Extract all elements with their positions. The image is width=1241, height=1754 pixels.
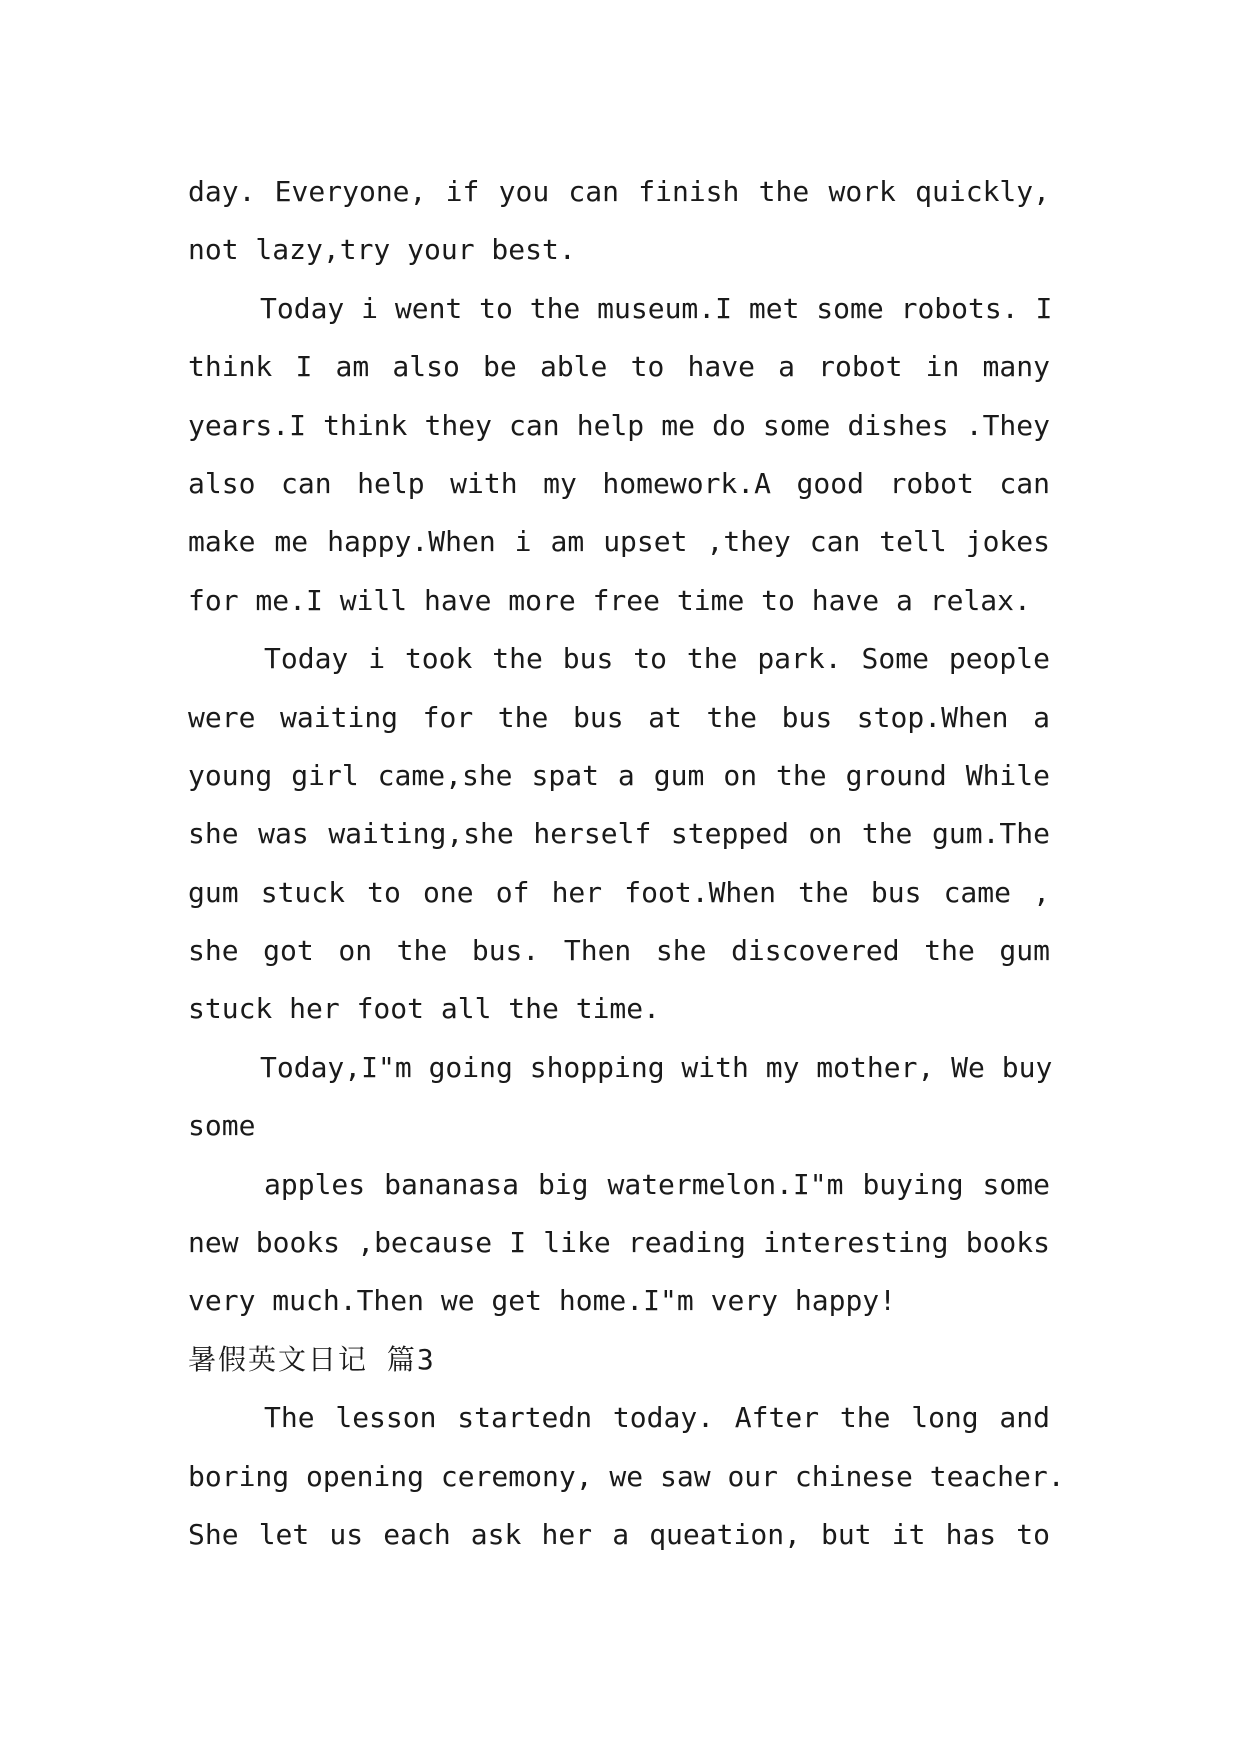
- paragraph-6-line-2: boring opening ceremony, we saw our chinese teacher.: [188, 1459, 1065, 1493]
- paragraph-1-line-2: not lazy,try your best.: [188, 233, 576, 267]
- paragraph-2-line-2: think I am also be able to have a robot in many: [188, 350, 1050, 384]
- paragraph-5-line-2: new books ,because I like reading interesting books: [188, 1226, 1050, 1260]
- paragraph-6-line-1: The lesson startedn today. After the long and: [264, 1401, 1050, 1435]
- paragraph-5-line-3: very much.Then we get home.I"m very happy!: [188, 1284, 897, 1318]
- paragraph-2-line-6: for me.I will have more free time to have a relax.: [188, 583, 1031, 617]
- paragraph-3-line-2: were waiting for the bus at the bus stop.When a: [188, 700, 1050, 734]
- paragraph-2-line-5: make me happy.When i am upset ,they can tell jokes: [188, 525, 1050, 559]
- paragraph-2-line-4: also can help with my homework.A good robot can: [188, 466, 1050, 500]
- paragraph-4-line-2: some: [188, 1109, 256, 1143]
- section-heading: 暑假英文日记 篇3: [188, 1342, 436, 1376]
- paragraph-3-line-4: she was waiting,she herself stepped on the gum.The: [188, 817, 1050, 851]
- paragraph-4-line-1: Today,I"m going shopping with my mother, We buy: [260, 1050, 1053, 1084]
- paragraph-2-line-1: Today i went to the museum.I met some robots. I: [260, 291, 1053, 325]
- paragraph-5-line-1: apples bananasa big watermelon.I"m buying some: [264, 1167, 1050, 1201]
- paragraph-6-line-3: She let us each ask her a queation, but it has to: [188, 1517, 1050, 1551]
- paragraph-3-line-5: gum stuck to one of her foot.When the bus came ,: [188, 875, 1050, 909]
- paragraph-3-line-1: Today i took the bus to the park. Some people: [264, 642, 1050, 676]
- paragraph-2-line-3: years.I think they can help me do some dishes .They: [188, 408, 1050, 442]
- paragraph-3-line-3: young girl came,she spat a gum on the ground While: [188, 758, 1050, 792]
- paragraph-1-line-1: day. Everyone, if you can finish the work quickly,: [188, 175, 1050, 208]
- paragraph-3-line-7: stuck her foot all the time.: [188, 992, 661, 1026]
- paragraph-3-line-6: she got on the bus. Then she discovered the gum: [188, 934, 1050, 968]
- diary-body: [188, 163, 1065, 1564]
